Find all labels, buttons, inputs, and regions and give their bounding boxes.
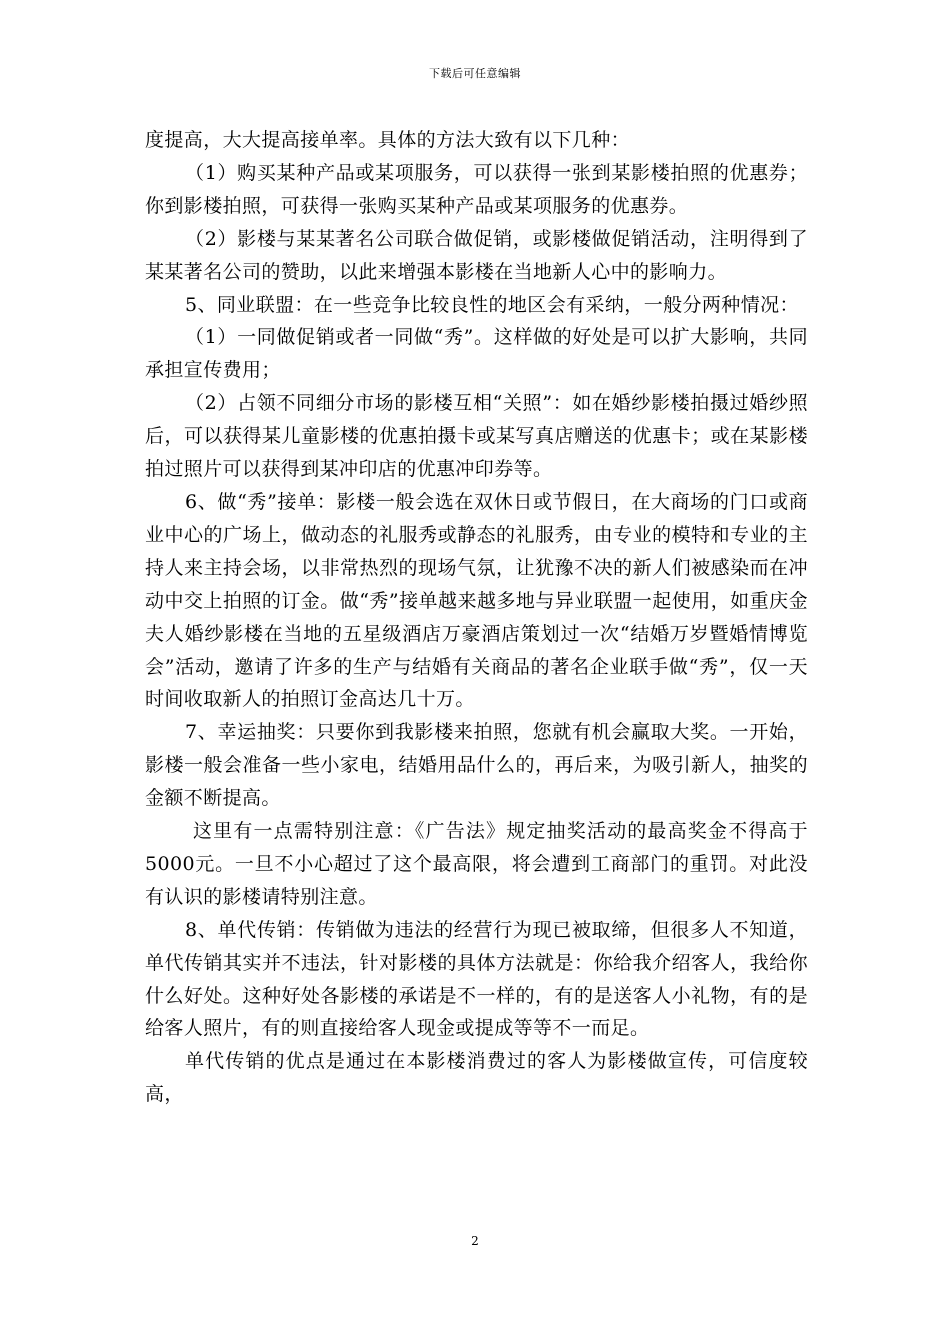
page-number: 2: [471, 1234, 479, 1248]
paragraph-continuation: 度提高，大大提高接单率。具体的方法大致有以下几种：: [145, 129, 631, 151]
paragraph-section-8-advantage: 单代传销的优点是通过在本影楼消费过的客人为影楼做宣传，可信度较高，: [145, 1050, 808, 1106]
paragraph-section-5-item-1: （1）一同做促销或者一同做“秀”。这样做的好处是可以扩大影响，共同承担宣传费用；: [145, 326, 808, 382]
paragraph-section-5-item-2: （2）占领不同细分市场的影楼互相“关照”：如在婚纱影楼拍摄过婚纱照后，可以获得某儿童影楼的优惠拍摄卡或某写真店赠送的优惠卡；或在某影楼拍过照片可以获得到某冲印店的优惠冲印券等。: [145, 392, 808, 481]
paragraph-item-2: （2）影楼与某某著名公司联合做促销，或影楼做促销活动，注明得到了某某著名公司的赞助，以此来增强本影楼在当地新人心中的影响力。: [145, 227, 808, 283]
document-body: [145, 124, 808, 1111]
paragraph-section-7: 7、幸运抽奖：只要你到我影楼来拍照，您就有机会赢取大奖。一开始，影楼一般会准备一些小家电，结婚用品什么的，再后来，为吸引新人，抽奖的金额不断提高。: [145, 721, 808, 810]
page-header: 下载后可任意编辑: [429, 67, 521, 80]
paragraph-section-7-note: 这里有一点需特别注意：《广告法》规定抽奖活动的最高奖金不得高于5000元。一旦不小心超过了这个最高限，将会遭到工商部门的重罚。对此没有认识的影楼请特别注意。: [145, 820, 808, 908]
paragraph-section-6: 6、做“秀”接单：影楼一般会选在双休日或节假日，在大商场的门口或商业中心的广场上，做动态的礼服秀或静态的礼服秀，由专业的模特和专业的主持人来主持会场，以非常热烈的现场气氛，让犹豫不决的新人们被感染而在冲动中交上拍照的订金。做“秀”接单越来越多地与异业联盟一起使用，如重庆金夫人婚纱影楼在当地的五星级酒店万豪酒店策划过一次“结婚万岁暨婚情博览会”活动，邀请了许多的生产与结婚有关商品的著名企业联手做“秀”，仅一天时间收取新人的拍照订金高达几十万。: [145, 490, 808, 711]
paragraph-item-1: （1）购买某种产品或某项服务，可以获得一张到某影楼拍照的优惠券；你到影楼拍照，可获得一张购买某种产品或某项服务的优惠券。: [145, 161, 808, 217]
paragraph-section-8: 8、单代传销：传销做为违法的经营行为现已被取缔，但很多人不知道，单代传销其实并不违法，针对影楼的具体方法就是：你给我介绍客人，我给你什么好处。这种好处各影楼的承诺是不一样的，有的是送客人小礼物，有的是给客人照片，有的则直接给客人现金或提成等等不一而足。: [145, 918, 808, 1040]
paragraph-section-5: 5、同业联盟：在一些竞争比较良性的地区会有采纳，一般分两种情况：: [185, 293, 799, 316]
